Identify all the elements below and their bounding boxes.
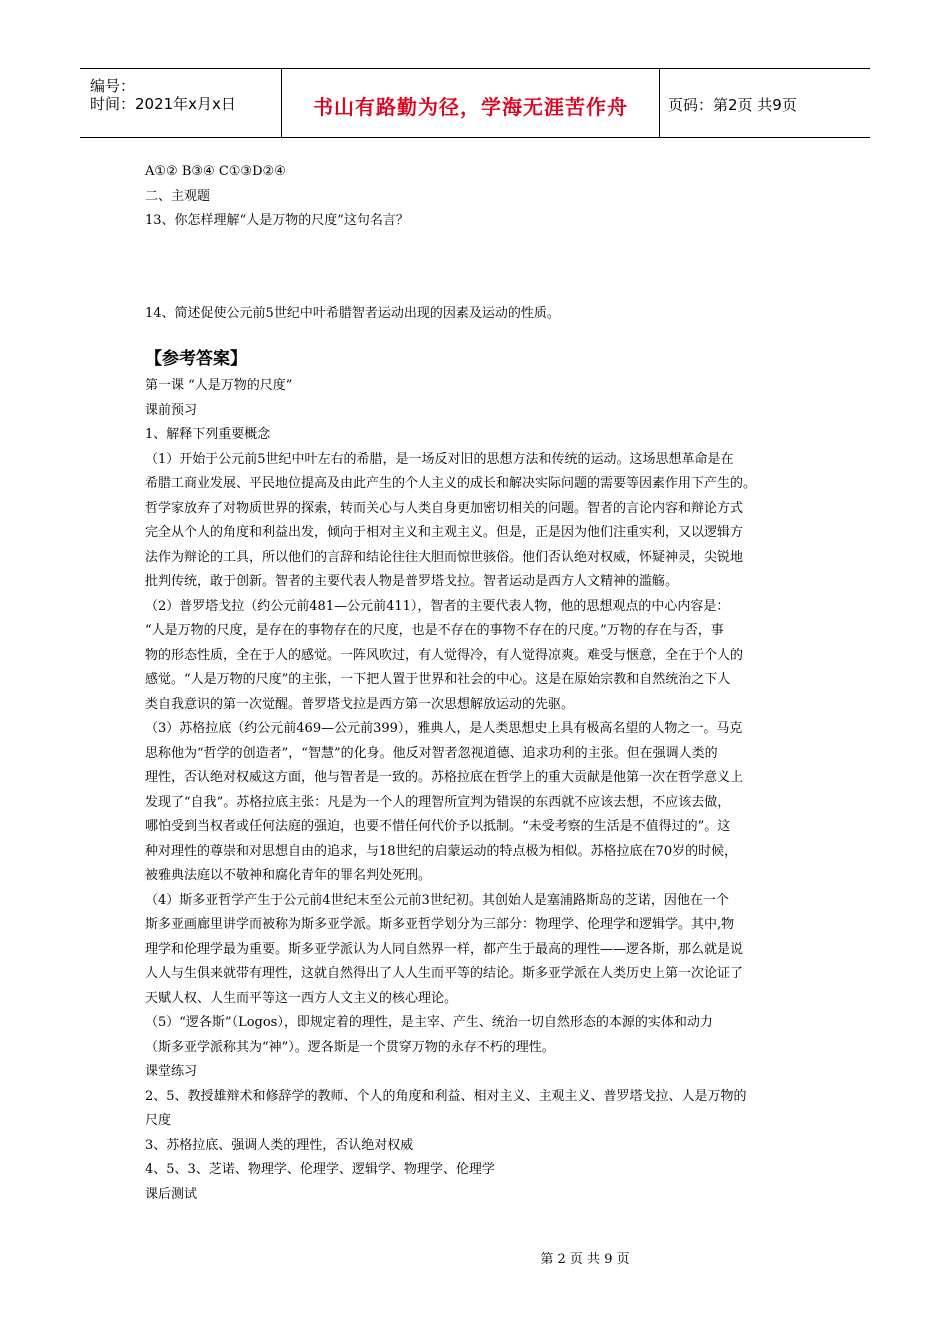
item-1-heading: 1、解释下列重要概念 [145,427,271,442]
document-body [145,160,825,1207]
section-heading-subjective: 二、主观题 [145,188,211,204]
text-line: 种对理性的尊崇和对思想自由的追求，与18世纪的启蒙运动的特点极为相似。苏格拉底在70岁的时候， [145,843,738,859]
text-line: 天赋人权、人生而平等这一西方人文主义的核心理论。 [145,990,458,1006]
page-footer: 第 2 页 共 9 页 [540,1252,630,1267]
text-line: “人是万物的尺度，是存在的事物存在的尺度，也是不存在的事物不存在的尺度。”万物的存在与否，事 [145,623,724,638]
header-motto-cell [282,69,660,137]
text-line: 完全从个人的角度和利益出发，倾向于相对主义和主观主义。但是，正是因为他们注重实利，又以逻辑方 [145,525,744,540]
text-line: 人人与生俱来就带有理性，这就自然得出了人人生而平等的结论。斯多亚学派在人类历史上第一次论证了 [145,966,744,981]
text-line: 思称他为“哲学的创造者”，“智慧”的化身。他反对智者忽视道德、追求功利的主张。但在强调人类的 [145,745,718,761]
text-line: 课后测试 [145,1186,198,1202]
text-line: 物的形态性质，全在于人的感觉。一阵风吹过，有人觉得冷，有人觉得凉爽。难受与惬意，全在于个人的 [145,647,744,663]
text-line: （3）苏格拉底（约公元前469—公元前399），雅典人，是人类思想史上具有极高名望的人物之一。马克 [145,721,743,736]
number-label: 编号： [90,77,136,95]
text-line: 批判传统，敢于创新。智者的主要代表人物是普罗塔戈拉。智者运动是西方人文精神的滥觞。 [145,574,679,589]
text-line: （5）“逻各斯”（Logos），即规定着的理性，是主宰、产生、统治一切自然形态的本源的实体和动力 [145,1015,713,1030]
text-line: 斯多亚画廊里讲学而被称为斯多亚学派。斯多亚哲学划分为三部分：物理学、伦理学和逻辑学。其中,物 [145,917,735,932]
lesson-title: 第一课 “人是万物的尺度” [145,378,293,393]
text-line: 4、5、3、芝诺、物理学、伦理学、逻辑学、物理学、伦理学 [145,1162,495,1177]
text-line: 感觉。“人是万物的尺度”的主张，一下把人置于世界和社会的中心。这是在原始宗教和自然统治之下人 [145,672,731,687]
time-label: 时间：2021年x月x日 [90,95,236,113]
header-left-cell [80,69,282,137]
text-line: 课堂练习 [145,1064,198,1079]
text-line: 理学和伦理学最为重要。斯多亚学派认为人同自然界一样，都产生于最高的理性——逻各斯，那么就是说 [145,941,744,957]
text-line: 哪怕受到当权者或任何法庭的强迫，也要不惜任何代价予以抵制。“未受考察的生活是不值得过的”。这 [145,819,731,834]
text-line: 发现了“自我”。苏格拉底主张：凡是为一个人的理智所宣判为错误的东西就不应该去想，不应该去做， [145,794,731,810]
text-line: （斯多亚学派称其为“神”）。逻各斯是一个贯穿万物的永存不朽的理性。 [145,1039,555,1055]
page-header [80,68,870,138]
header-right-cell [660,69,870,137]
header-motto: 书山有路勤为径，学海无涯苦作舟 [313,95,628,119]
text-line: 类自我意识的第一次觉醒。普罗塔戈拉是西方第一次思想解放运动的先驱。 [145,696,575,712]
answer-paragraphs [145,448,825,1208]
text-line: 哲学家放弃了对物质世界的探索，转而关心与人类自身更加密切相关的问题。智者的言论内容和辩论方式 [145,500,744,516]
text-line: （1）开始于公元前5世纪中叶左右的希腊，是一场反对旧的思想方法和传统的运动。这场思想革命是在 [145,451,734,467]
answer-options: A①② B③④ C①③D②④ [145,164,286,179]
question-13: 13、你怎样理解“人是万物的尺度”这句名言？ [145,213,409,228]
text-line: 尺度 [145,1113,172,1128]
header-page-info: 页码：第2页 共9页 [668,96,797,114]
text-line: 理性，否认绝对权威这方面，他与智者是一致的。苏格拉底在哲学上的重大贡献是他第一次在哲学意义上 [145,770,744,785]
text-line: 3、苏格拉底、强调人类的理性，否认绝对权威 [145,1137,414,1153]
preview-heading: 课前预习 [145,402,198,418]
text-line: （4）斯多亚哲学产生于公元前4世纪末至公元前3世纪初。其创始人是塞浦路斯岛的芝诺，因他在一个 [145,892,729,908]
answers-heading: 【参考答案】 [145,349,247,369]
text-line: 被雅典法庭以不敬神和腐化青年的罪名判处死刑。 [145,868,432,883]
question-14: 14、简述促使公元前5世纪中叶希腊智者运动出现的因素及运动的性质。 [145,305,560,321]
text-line: 法作为辩论的工具，所以他们的言辞和结论往往大胆而惊世骇俗。他们否认绝对权威，怀疑神灵，尖锐地 [145,549,744,565]
text-line: 2、5、教授雄辩术和修辞学的教师、个人的角度和利益、相对主义、主观主义、普罗塔戈拉、人是万物的 [145,1088,747,1104]
text-line: （2）普罗塔戈拉（约公元前481—公元前411），智者的主要代表人物，他的思想观点的中心内容是： [145,598,730,614]
text-line: 希腊工商业发展、平民地位提高及由此产生的个人主义的成长和解决实际问题的需要等因素作用下产生的。 [145,476,757,491]
